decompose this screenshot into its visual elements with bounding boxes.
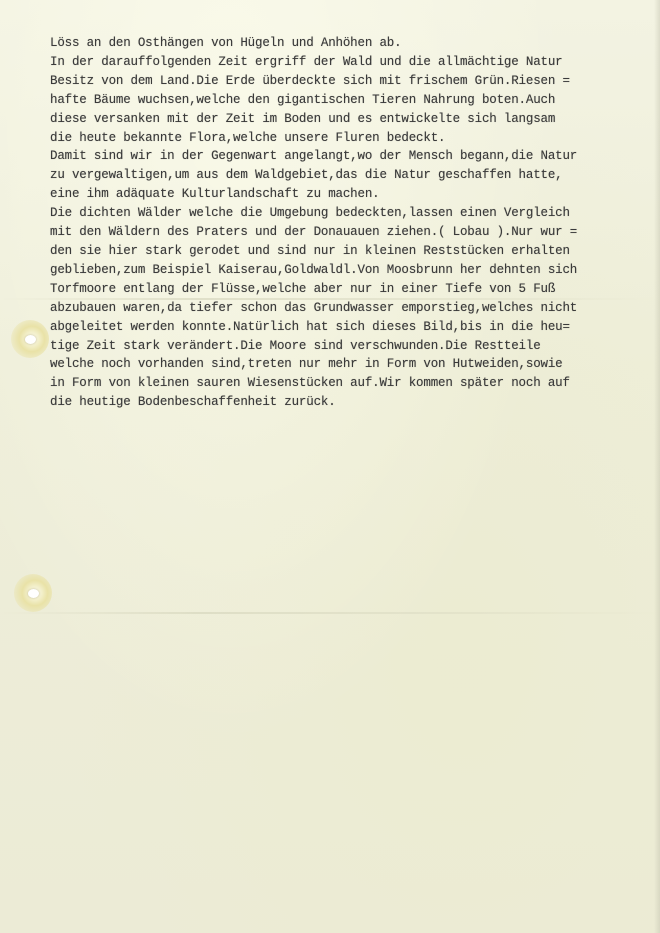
text-line: Besitz von dem Land.Die Erde überdeckte sich mit frischem Grün.Riesen = — [50, 73, 570, 88]
text-line: zu vergewaltigen,um aus dem Waldgebiet,das die Natur geschaffen hatte, — [50, 168, 563, 183]
text-line: die heute bekannte Flora,welche unsere Fluren bedeckt. — [50, 130, 446, 145]
typed-text-body — [50, 34, 650, 412]
text-line: hafte Bäume wuchsen,welche den gigantischen Tieren Nahrung boten.Auch — [50, 92, 556, 107]
text-line: welche noch vorhanden sind,treten nur mehr in Form von Hutweiden,sowie — [50, 357, 563, 372]
text-line: abzubauen waren,da tiefer schon das Grundwasser emporstieg,welches nicht — [50, 300, 578, 315]
text-line: in Form von kleinen sauren Wiesenstücken auf.Wir kommen später noch auf — [50, 376, 570, 391]
text-line: tige Zeit stark verändert.Die Moore sind verschwunden.Die Restteile — [50, 338, 541, 353]
text-line: Torfmoore entlang der Flüsse,welche aber nur in einer Tiefe von 5 Fuß — [50, 281, 556, 296]
punch-hole-bottom — [14, 574, 52, 612]
text-line: geblieben,zum Beispiel Kaiserau,Goldwaldl.Von Moosbrunn her dehnten sich — [50, 262, 578, 277]
paper-crease — [0, 612, 660, 614]
text-line: Die dichten Wälder welche die Umgebung bedeckten,lassen einen Vergleich — [50, 206, 570, 221]
text-line: In der darauffolgenden Zeit ergriff der Wald und die allmächtige Natur — [50, 54, 563, 69]
text-line: eine ihm adäquate Kulturlandschaft zu machen. — [50, 187, 380, 202]
page-edge-shadow — [654, 0, 660, 933]
text-line: Löss an den Osthängen von Hügeln und Anhöhen ab. — [50, 36, 402, 50]
text-line: diese versanken mit der Zeit im Boden und es entwickelte sich langsam — [50, 111, 556, 126]
text-line: die heutige Bodenbeschaffenheit zurück. — [50, 395, 336, 410]
text-line: Damit sind wir in der Gegenwart angelangt,wo der Mensch begann,die Natur — [50, 149, 578, 164]
text-line: abgeleitet werden konnte.Natürlich hat sich dieses Bild,bis in die heu= — [50, 319, 570, 334]
punch-hole-top — [11, 320, 49, 358]
text-line: den sie hier stark gerodet und sind nur in kleinen Reststücken erhalten — [50, 243, 570, 258]
text-line: mit den Wäldern des Praters und der Donauauen ziehen.( Lobau ).Nur wur = — [50, 225, 578, 240]
